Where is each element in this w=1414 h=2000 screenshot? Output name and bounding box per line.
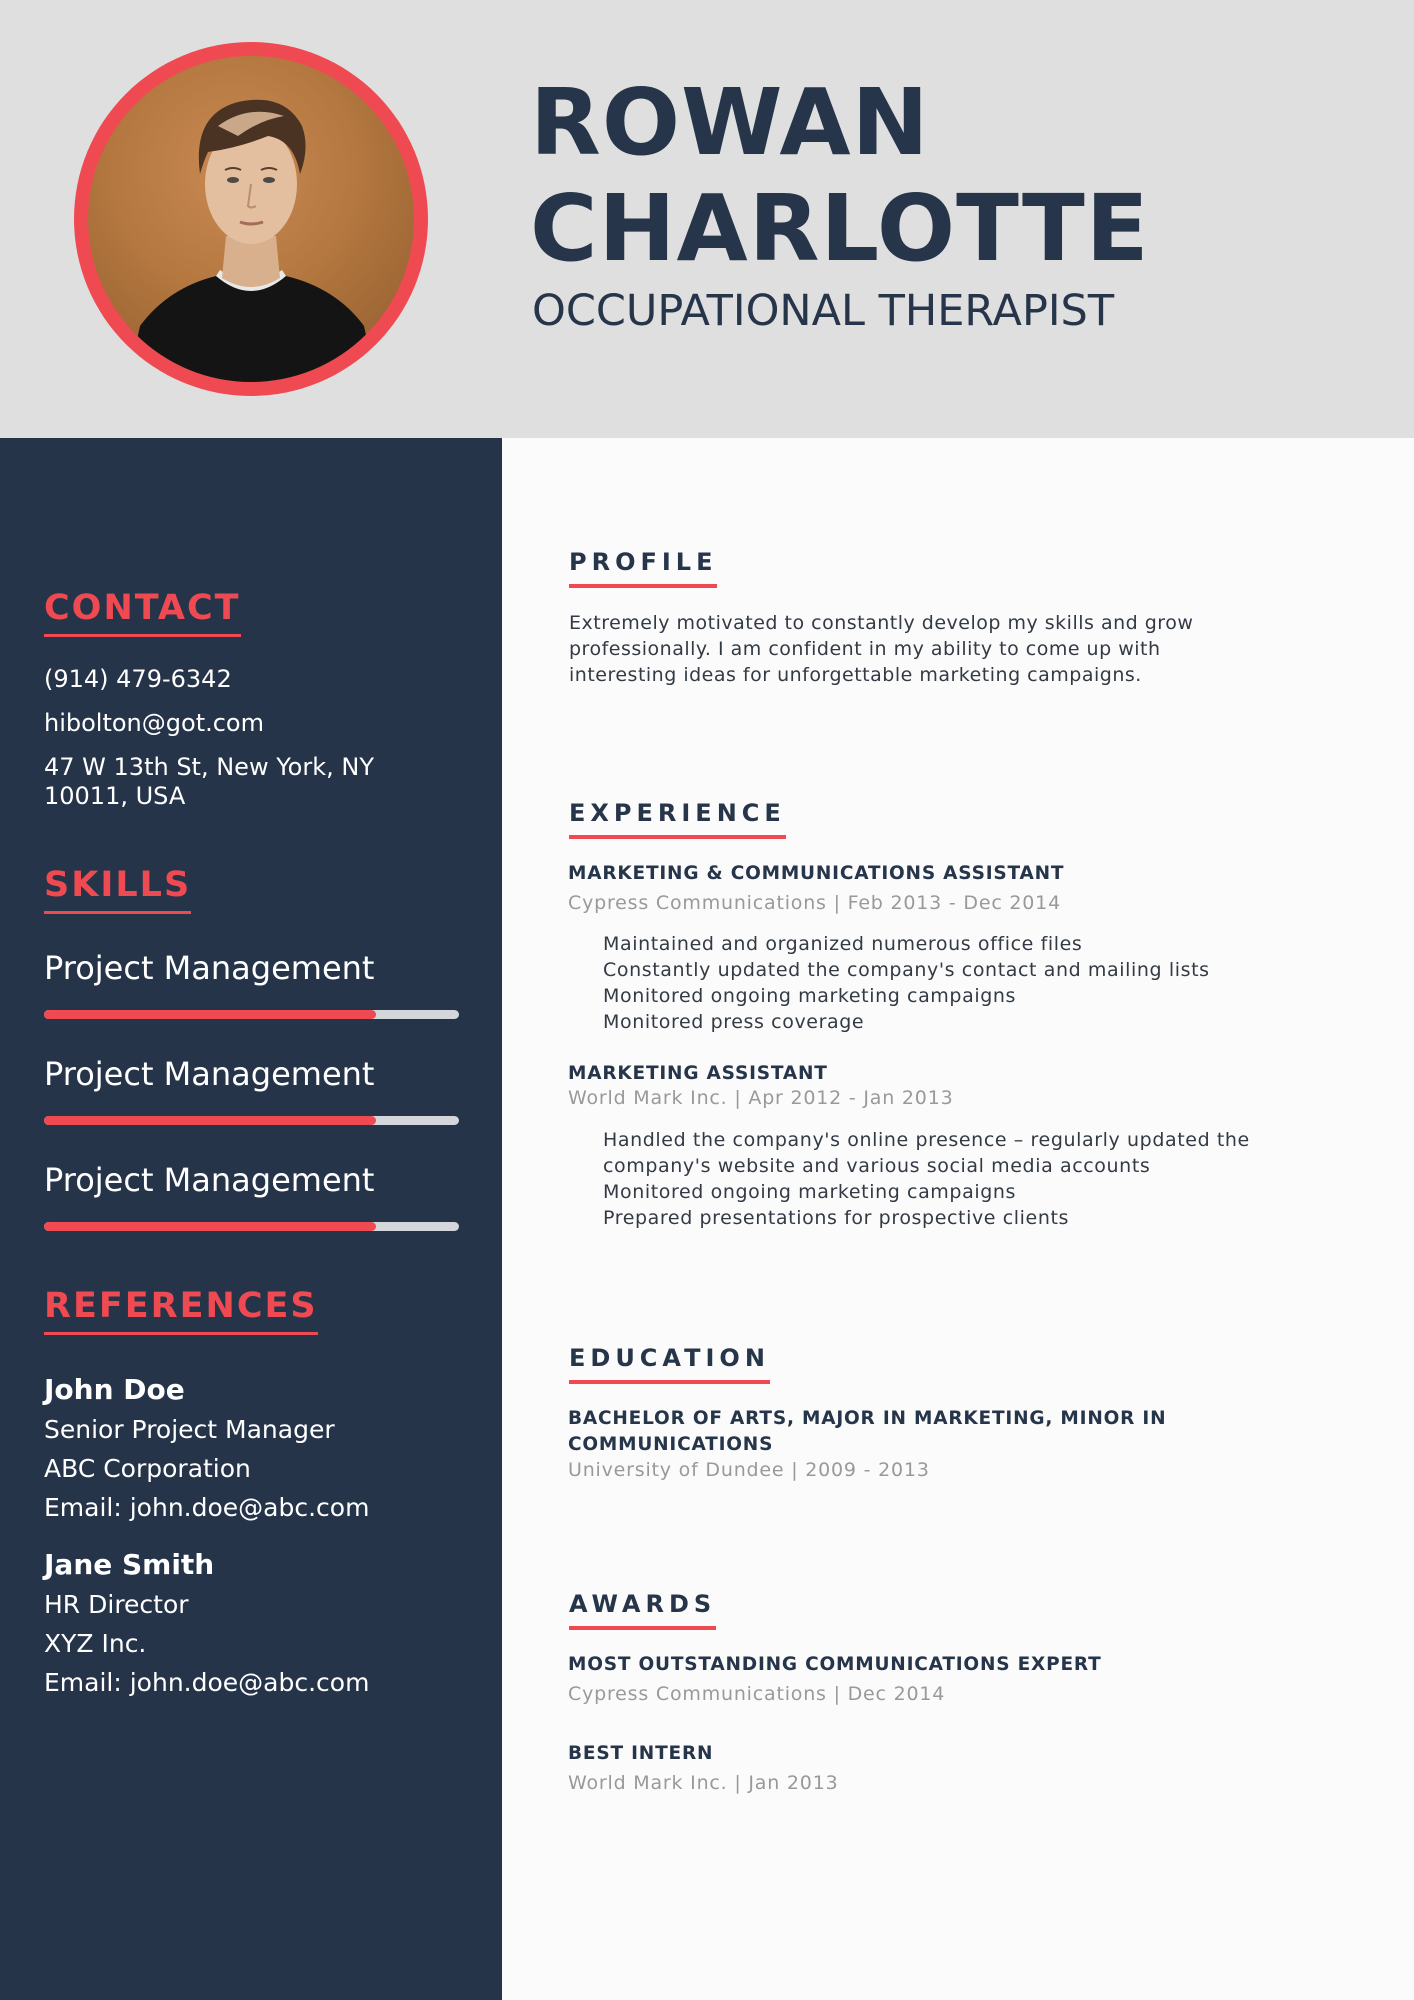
skill-bar (44, 1116, 459, 1125)
contact-address: 47 W 13th St, New York, NY 10011, USA (44, 753, 374, 810)
job-meta: World Mark Inc. | Apr 2012 - Jan 2013 (568, 1087, 954, 1109)
experience-heading: EXPERIENCE (569, 798, 786, 839)
skill-label: Project Management (44, 1055, 375, 1093)
skill-bar-fill (44, 1010, 376, 1019)
awards-heading: AWARDS (569, 1589, 716, 1630)
reference-email: Email: john.doe@abc.com (44, 1493, 370, 1522)
skills-heading: SKILLS (44, 863, 191, 914)
skill-bar (44, 1222, 459, 1231)
list-item: Monitored press coverage (603, 1011, 865, 1033)
award-title: MOST OUTSTANDING COMMUNICATIONS EXPERT (568, 1654, 1102, 1675)
reference-name: Jane Smith (44, 1548, 215, 1581)
award-meta: Cypress Communications | Dec 2014 (568, 1683, 946, 1705)
job-title-item: MARKETING & COMMUNICATIONS ASSISTANT (568, 863, 1065, 884)
job-duties-list (603, 931, 1303, 1035)
skill-bar (44, 1010, 459, 1019)
reference-role: Senior Project Manager (44, 1415, 335, 1444)
profile-photo (88, 56, 414, 382)
header-banner (0, 0, 1414, 438)
degree-meta: University of Dundee | 2009 - 2013 (568, 1459, 930, 1481)
contact-email: hibolton@got.com (44, 709, 264, 737)
award-title: BEST INTERN (568, 1743, 714, 1764)
portrait-illustration (88, 56, 414, 382)
award-meta: World Mark Inc. | Jan 2013 (568, 1772, 839, 1794)
job-duties-list (603, 1127, 1303, 1231)
name-second-line: CHARLOTTE (530, 175, 1150, 282)
list-item: Monitored ongoing marketing campaigns (603, 985, 1016, 1007)
list-item: Maintained and organized numerous office files (603, 933, 1083, 955)
contact-phone: (914) 479-6342 (44, 665, 232, 693)
contact-heading: CONTACT (44, 586, 241, 637)
degree-title: BACHELOR OF ARTS, MAJOR IN MARKETING, MINOR IN COMMUNICATIONS (568, 1408, 1167, 1455)
reference-email: Email: john.doe@abc.com (44, 1668, 370, 1697)
job-title: OCCUPATIONAL THERAPIST (532, 286, 1115, 336)
education-heading: EDUCATION (569, 1343, 770, 1384)
skill-label: Project Management (44, 1161, 375, 1199)
list-item: Handled the company's online presence – regularly updated the company's website and various social media accounts (603, 1129, 1250, 1177)
profile-heading: PROFILE (569, 547, 717, 588)
list-item: Constantly updated the company's contact and mailing lists (603, 959, 1210, 981)
reference-role: HR Director (44, 1590, 189, 1619)
name-first-line: ROWAN (530, 69, 930, 176)
skill-bar-fill (44, 1222, 376, 1231)
reference-company: XYZ Inc. (44, 1629, 147, 1658)
job-meta: Cypress Communications | Feb 2013 - Dec 2014 (568, 892, 1061, 914)
reference-company: ABC Corporation (44, 1454, 251, 1483)
skill-label: Project Management (44, 949, 375, 987)
skill-bar-fill (44, 1116, 376, 1125)
references-heading: REFERENCES (44, 1284, 318, 1335)
profile-photo-ring (74, 42, 428, 396)
reference-name: John Doe (44, 1373, 185, 1406)
list-item: Prepared presentations for prospective clients (603, 1207, 1070, 1229)
job-title-item: MARKETING ASSISTANT (568, 1063, 828, 1084)
list-item: Monitored ongoing marketing campaigns (603, 1181, 1016, 1203)
sidebar (0, 438, 502, 2000)
profile-text: Extremely motivated to constantly develop my skills and grow professionally. I am confident in my ability to come up with interesting ideas for unforgettable marketing campaigns. (569, 612, 1194, 686)
candidate-name (530, 70, 1150, 282)
